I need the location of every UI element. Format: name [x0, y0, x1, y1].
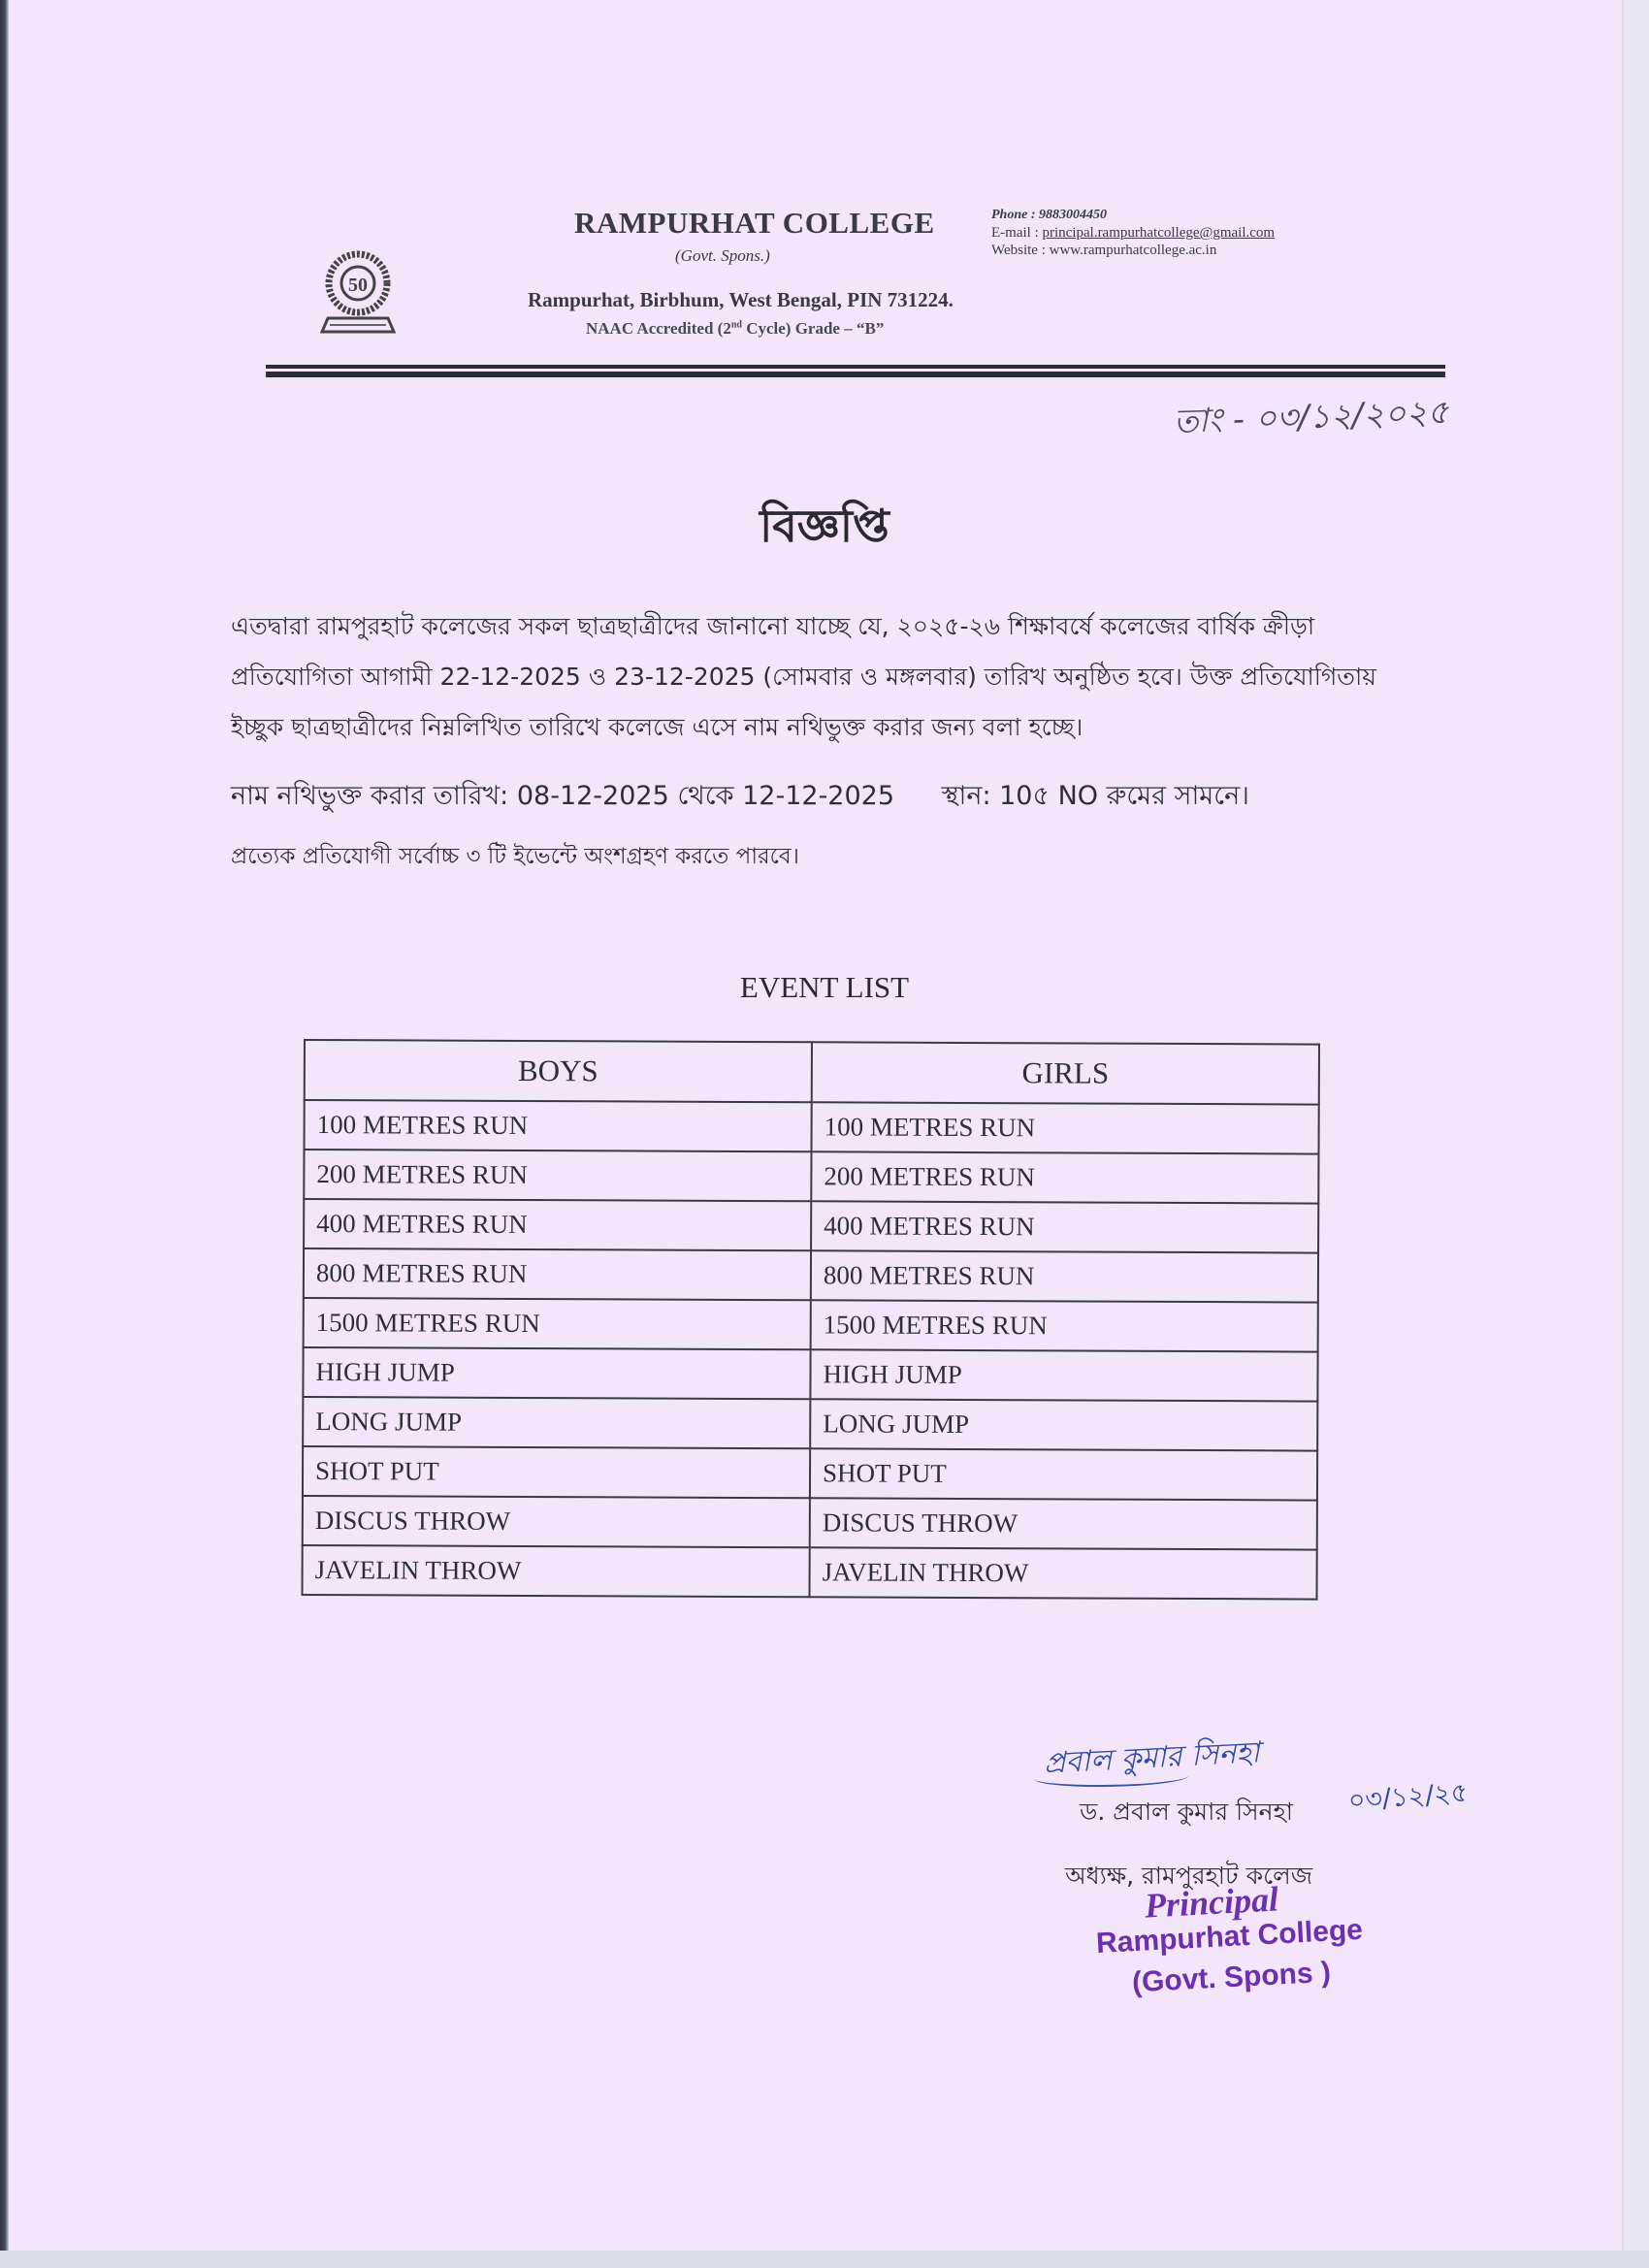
scan-edge-left [0, 0, 9, 2268]
boys-event-cell: 800 METRES RUN [304, 1248, 811, 1300]
column-header-boys: BOYS [305, 1040, 812, 1102]
website-label: Website : [991, 243, 1046, 258]
event-row [303, 1496, 1317, 1550]
college-emblem-icon [320, 250, 396, 334]
naac-prefix: NAAC Accredited (2 [586, 319, 731, 338]
letterhead-rule [266, 365, 1445, 369]
letterhead-rule-thick [266, 372, 1445, 377]
college-address: Rampurhat, Birbhum, West Bengal, PIN 731224. [528, 288, 954, 311]
column-header-girls: GIRLS [812, 1042, 1319, 1104]
sponsorship-label: (Govt. Spons.) [675, 246, 770, 265]
event-row [302, 1545, 1316, 1600]
event-limit-note: প্রত্যেক প্রতিযোগী সর্বোচ্চ ৩ টি ইভেন্টে অংশগ্রহণ করতে পারবে। [231, 844, 799, 869]
signatory-name: ড. প্রবাল কুমার সিনহা [1080, 1798, 1293, 1826]
boys-event-cell: 1500 METRES RUN [304, 1298, 811, 1349]
event-row [305, 1100, 1319, 1154]
email-line [991, 224, 1275, 242]
girls-event-cell: JAVELIN THROW [809, 1547, 1316, 1599]
event-row [304, 1150, 1318, 1204]
naac-superscript: nd [730, 319, 742, 331]
registration-line [231, 776, 1424, 820]
svg-text:50: 50 [348, 275, 368, 296]
phone-line [991, 207, 1275, 224]
scan-edge-right [1622, 0, 1649, 2268]
notice-paragraph: এতদ্বারা রামপুরহাট কলেজের সকল ছাত্রছাত্রীদের জানানো যাচ্ছে যে, ২০২৫-২৬ শিক্ষাবর্ষে কলেজের বার্ষিক ক্রীড়া প্রতিযোগিতা আগামী 22-12-2025 ও 23-12-2025 (সোমবার ও মঙ্গলবার) তারিখ অনুষ্ঠিত হবে। উক্ত প্রতিযোগিতায় ইচ্ছুক ছাত্রছাত্রীদের নিম্নলিখিত তারিখে কলেজে এসে নাম নথিভুক্ত করার জন্য বলা হচ্ছে। [231, 612, 1377, 741]
event-list-title: EVENT LIST [739, 970, 910, 1004]
college-name: RAMPURHAT COLLEGE [574, 206, 935, 240]
registration-dates: নাম নথিভুক্ত করার তারিখ: 08-12-2025 থেকে 12-12-2025 [231, 781, 895, 811]
stamp-line-principal: Principal [1144, 1879, 1279, 1926]
girls-event-cell: HIGH JUMP [810, 1349, 1317, 1401]
event-row [304, 1199, 1318, 1253]
boys-event-cell: HIGH JUMP [303, 1347, 810, 1399]
signature-date: ০৩/১২/২৫ [1346, 1777, 1470, 1817]
girls-event-cell: DISCUS THROW [810, 1498, 1317, 1549]
girls-event-cell: 800 METRES RUN [811, 1250, 1318, 1302]
boys-event-cell: 100 METRES RUN [305, 1100, 812, 1151]
contact-block [991, 207, 1275, 259]
event-row [304, 1298, 1318, 1352]
phone-label: Phone : [991, 208, 1036, 222]
signatory-designation: অধ্যক্ষ, রামপুরহাট কলেজ [1065, 1862, 1313, 1890]
boys-event-cell: JAVELIN THROW [302, 1545, 809, 1597]
girls-event-cell: 200 METRES RUN [811, 1151, 1318, 1203]
registration-location: স্থান: 10৫ NO রুমের সামনে। [941, 781, 1249, 811]
stamp-line-sponsorship: (Govt. Spons ) [1131, 1956, 1332, 1999]
boys-event-cell: SHOT PUT [303, 1446, 810, 1498]
girls-event-cell: LONG JUMP [810, 1399, 1317, 1450]
girls-event-cell: 1500 METRES RUN [811, 1300, 1318, 1351]
website-url[interactable]: www.rampurhatcollege.ac.in [1049, 243, 1217, 258]
email-label: E-mail : [991, 225, 1039, 241]
website-line [991, 242, 1275, 259]
event-row [303, 1446, 1317, 1501]
memo-date-handwritten: তাং - ০৩/১২/২০২৫ [1173, 393, 1450, 441]
event-row [304, 1248, 1318, 1303]
naac-accreditation [586, 319, 884, 339]
girls-event-cell: 100 METRES RUN [811, 1102, 1318, 1153]
boys-event-cell: 200 METRES RUN [304, 1150, 811, 1201]
event-row [303, 1397, 1317, 1451]
boys-event-cell: 400 METRES RUN [304, 1199, 811, 1250]
girls-event-cell: SHOT PUT [810, 1448, 1317, 1500]
notice-title: বিজ্ঞপ্তি [760, 500, 889, 552]
stamp-line-college: Rampurhat College [1095, 1913, 1364, 1960]
girls-event-cell: 400 METRES RUN [811, 1201, 1318, 1252]
event-table-header [305, 1040, 1319, 1105]
scan-edge-bottom [0, 2251, 1649, 2268]
boys-event-cell: LONG JUMP [303, 1397, 810, 1448]
handwritten-signature: প্রবাল কুমার সিনহা [1043, 1735, 1261, 1781]
event-table [301, 1039, 1319, 1601]
phone-number: 9883004450 [1039, 208, 1107, 222]
event-row [303, 1347, 1317, 1402]
email-address[interactable]: principal.rampurhatcollege@gmail.com [1042, 225, 1276, 241]
boys-event-cell: DISCUS THROW [303, 1496, 810, 1547]
naac-suffix: Cycle) Grade – “B” [741, 319, 885, 338]
